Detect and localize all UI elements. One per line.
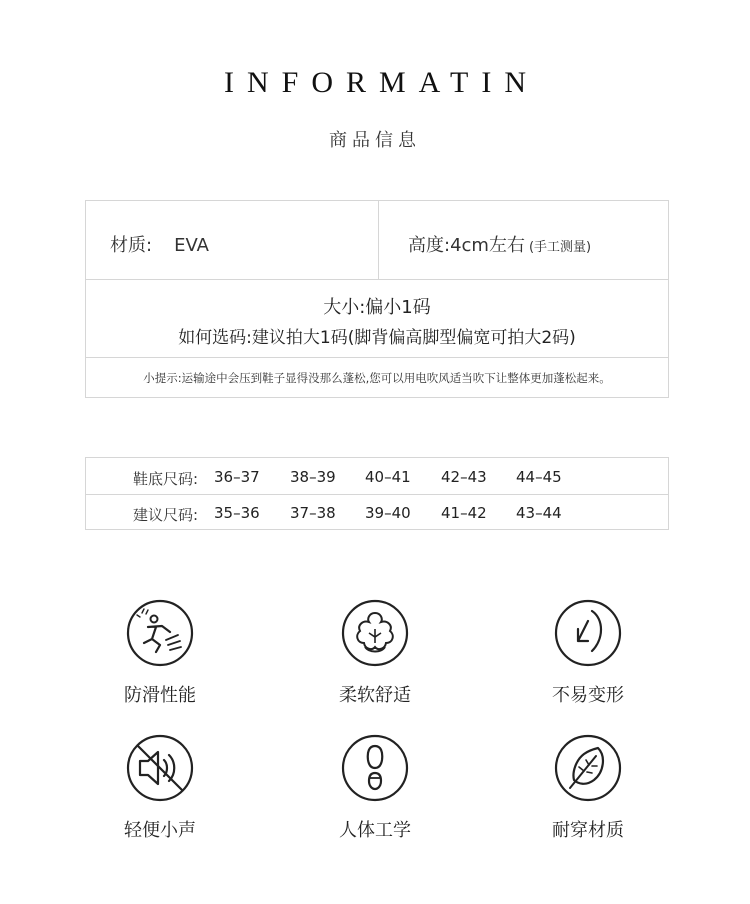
material-cell [86, 201, 379, 279]
size-cell: 35–36 [214, 504, 260, 522]
feature-label: 人体工学 [339, 820, 411, 841]
size-row-label: 建议尺码: [133, 506, 199, 524]
size-table [85, 457, 669, 530]
height-cell [378, 201, 668, 279]
size-cell: 37–38 [290, 504, 336, 522]
size-row-label: 鞋底尺码: [133, 470, 199, 488]
feature-label: 耐穿材质 [552, 820, 624, 841]
cotton-icon [341, 599, 409, 667]
page-title: INFORMATIN [223, 66, 539, 99]
no-deform-icon [554, 599, 622, 667]
size-cell: 44–45 [516, 468, 562, 486]
info-row-tip [86, 357, 668, 397]
height-text [408, 231, 591, 257]
info-table [85, 200, 669, 398]
size-row-recommended [85, 494, 668, 530]
anti-slip-icon [126, 599, 194, 667]
feature-ergonomic [305, 734, 445, 842]
footprint-icon [341, 734, 409, 802]
size-cell: 43–44 [516, 504, 562, 522]
size-cell: 40–41 [365, 468, 411, 486]
mute-speaker-icon [126, 734, 194, 802]
feature-label: 防滑性能 [124, 685, 196, 706]
feature-quiet [90, 734, 230, 842]
info-row-material-height [86, 201, 668, 280]
feature-anti-slip [90, 599, 230, 707]
size-cell: 39–40 [365, 504, 411, 522]
height-value: 高度:4cm左右 [408, 235, 525, 256]
feature-no-deform [518, 599, 658, 707]
size-cell: 42–43 [441, 468, 487, 486]
feature-label: 轻便小声 [124, 820, 196, 841]
feature-durable [518, 734, 658, 842]
height-note: (手工测量) [528, 240, 592, 255]
material-label: 材质: [110, 235, 153, 256]
material-text [110, 231, 209, 257]
leaf-icon [554, 734, 622, 802]
size-row-sole [85, 458, 668, 495]
feature-soft [305, 599, 445, 707]
size-cell: 36–37 [214, 468, 260, 486]
feature-label: 柔软舒适 [339, 685, 411, 706]
size-cell: 38–39 [290, 468, 336, 486]
feature-label: 不易变形 [552, 685, 624, 706]
size-cell: 41–42 [441, 504, 487, 522]
info-row-size [86, 279, 668, 358]
size-fit-text: 大小:偏小1码 [323, 297, 431, 318]
tip-text: 小提示:运输途中会压到鞋子显得没那么蓬松,您可以用电吹风适当吹下让整体更加蓬松起来。 [143, 371, 611, 385]
size-advice-text: 如何选码:建议拍大1码(脚背偏高脚型偏宽可拍大2码) [178, 328, 576, 348]
material-value: EVA [174, 235, 209, 256]
page-subtitle: 商品信息 [329, 130, 421, 151]
